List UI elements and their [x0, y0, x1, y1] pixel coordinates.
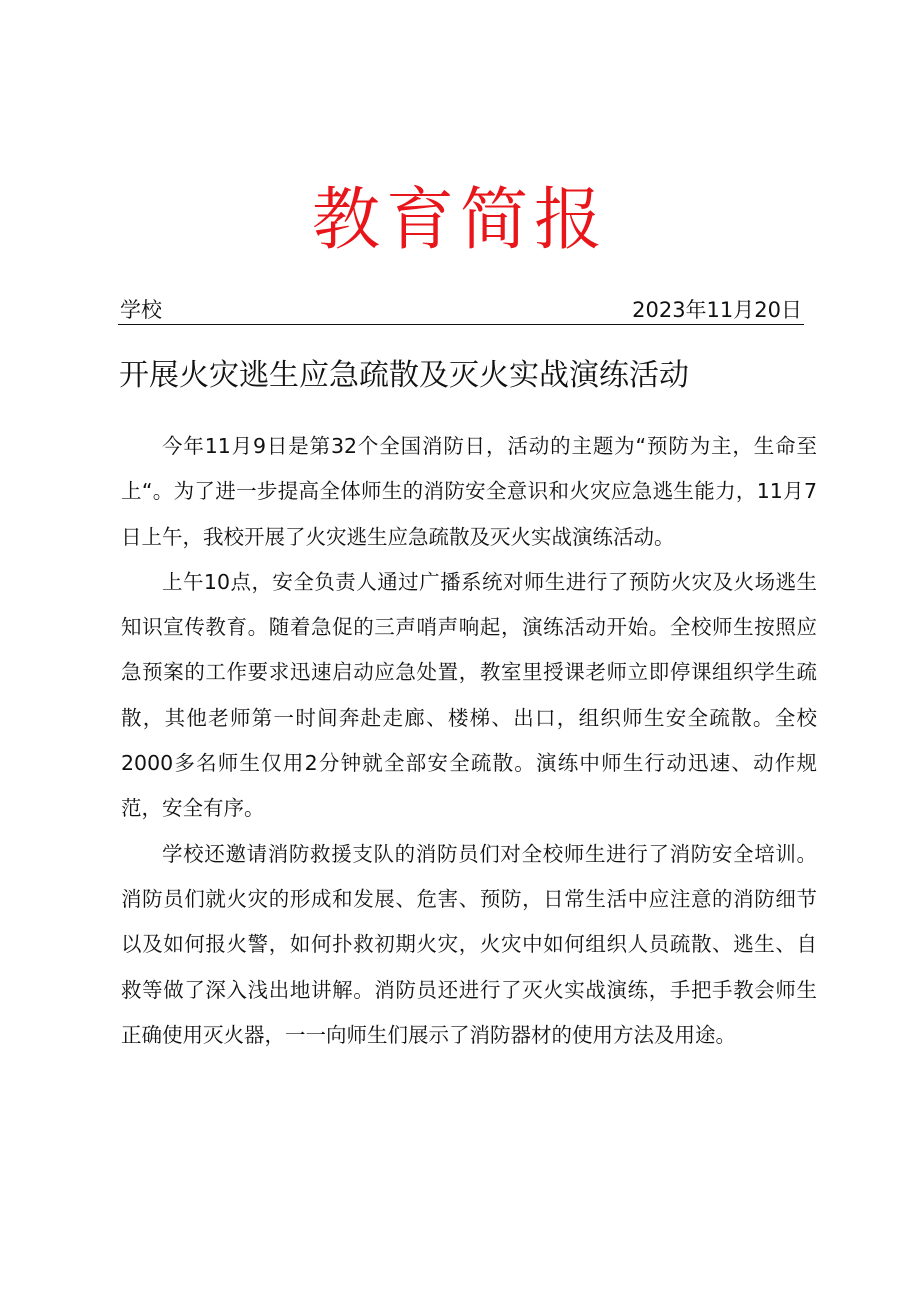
article-paragraph: 学校还邀请消防救援支队的消防员们对全校师生进行了消防安全培训。消防员们就火灾的形成和发展、危害、预防，日常生活中应注意的消防细节以及如何报火警，如何扑救初期火灾，火灾中如何组织人员疏散、逃生、自救等做了深入浅出地讲解。消防员还进行了灭火实战演练，手把手教会师生正确使用灭火器，一一向师生们展示了消防器材的使用方法及用途。	[121, 841, 817, 1047]
article-body	[121, 424, 817, 1058]
issue-date: 2023年11月20日	[632, 298, 802, 322]
meta-row	[118, 296, 804, 325]
article-paragraph: 今年11月9日是第32个全国消防日，活动的主题为“预防为主，生命至上“。为了进一步提高全体师生的消防安全意识和火灾应急逃生能力，11月7日上午，我校开展了火灾逃生应急疏散及灭火实战演练活动。	[121, 434, 817, 549]
article-headline: 开展火灾逃生应急疏散及灭火实战演练活动	[119, 358, 689, 393]
article-paragraph: 上午10点，安全负责人通过广播系统对师生进行了预防火灾及火场逃生知识宣传教育。随着急促的三声哨声响起，演练活动开始。全校师生按照应急预案的工作要求迅速启动应急处置，教室里授课老师立即停课组织学生疏散，其他老师第一时间奔赴走廊、楼梯、出口，组织师生安全疏散。全校2000多名师生仅用2分钟就全部安全疏散。演练中师生行动迅速、动作规范，安全有序。	[121, 569, 817, 821]
masthead-title: 教育简报	[311, 181, 608, 260]
school-name: 学校	[120, 298, 162, 322]
